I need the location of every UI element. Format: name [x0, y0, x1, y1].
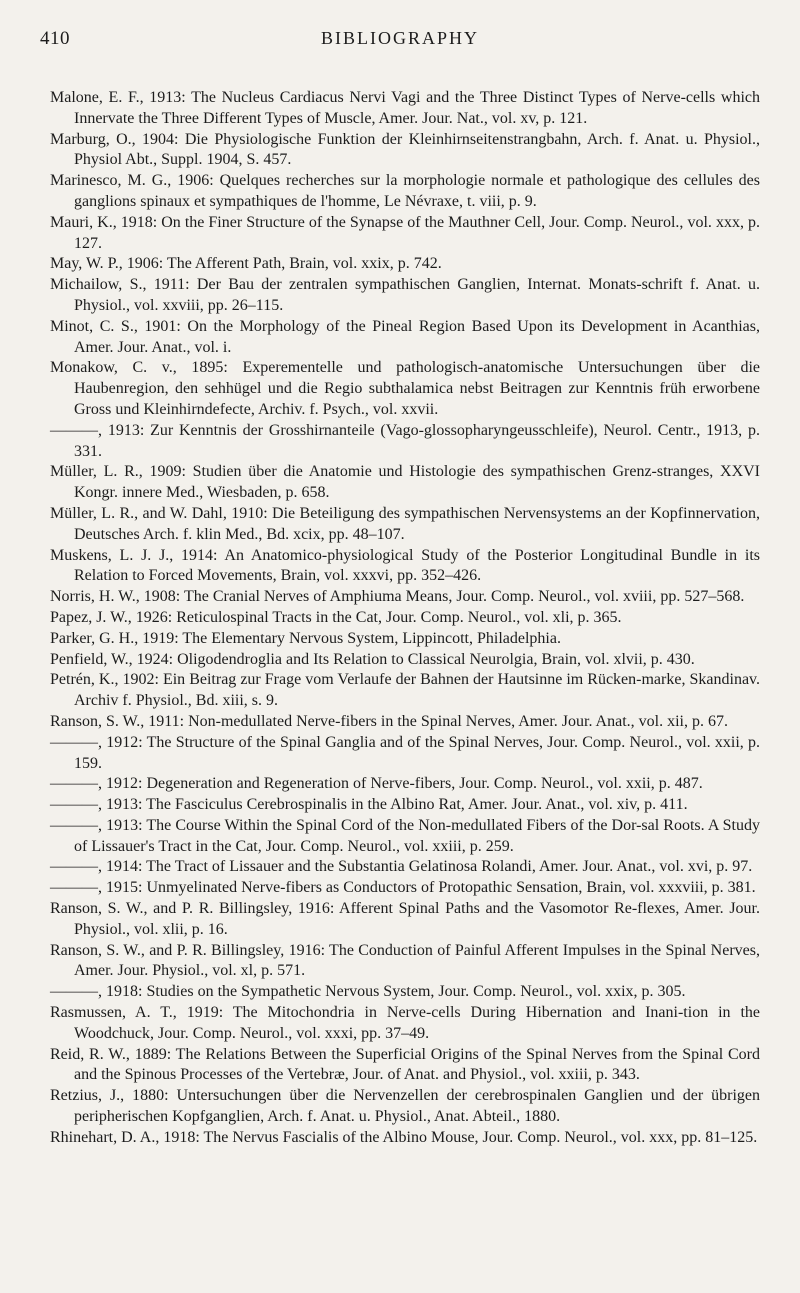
bibliography-entry: ———, 1913: Zur Kenntnis der Grosshirnanteile (Vago-glossopharyngeusschleife), Neurol. Centr., 1913, p. 331.	[50, 421, 760, 460]
bibliography-entry: Papez, J. W., 1926: Reticulospinal Tracts in the Cat, Jour. Comp. Neurol., vol. xli, p. 365.	[50, 608, 622, 626]
bibliography-entry: Norris, H. W., 1908: The Cranial Nerves of Amphiuma Means, Jour. Comp. Neurol., vol. xviii, pp. 527–568.	[50, 588, 745, 606]
bibliography-entry: Ranson, S. W., and P. R. Billingsley, 1916: Afferent Spinal Paths and the Vasomotor Re-flexes, Amer. Jour. Physiol., vol. xlii, p. 16.	[50, 900, 760, 938]
bibliography-entry: Müller, L. R., and W. Dahl, 1910: Die Beteiligung des sympathischen Nervensystems an der Kopfinnervation, Deutsches Arch. f. klin Med., Bd. xcix, pp. 48–107.	[50, 504, 760, 543]
bibliography-entry: ———, 1914: The Tract of Lissauer and the Substantia Gelatinosa Rolandi, Amer. Jour. Anat., vol. xvi, p. 97.	[50, 858, 753, 876]
bibliography-entry: Rasmussen, A. T., 1919: The Mitochondria in Nerve-cells During Hibernation and Inani-tion in the Woodchuck, Jour. Comp. Neurol., vol. xxxi, pp. 37–49.	[50, 1004, 760, 1042]
bibliography-list	[50, 88, 760, 1149]
bibliography-entry: ———, 1913: The Fasciculus Cerebrospinalis in the Albino Rat, Amer. Jour. Anat., vol. xiv, p. 411.	[50, 796, 688, 814]
bibliography-entry: Reid, R. W., 1889: The Relations Between the Superficial Origins of the Spinal Nerves from the Spinal Cord and the Spinous Processes of the Vertebræ, Jour. of Anat. and Physiol., vol. xxiii, p. 343.	[50, 1045, 760, 1084]
bibliography-entry: Rhinehart, D. A., 1918: The Nervus Fascialis of the Albino Mouse, Jour. Comp. Neurol., vol. xxx, pp. 81–125.	[50, 1128, 758, 1146]
bibliography-entry: Penfield, W., 1924: Oligodendroglia and Its Relation to Classical Neurolgia, Brain, vol. xlvii, p. 430.	[50, 650, 695, 668]
bibliography-entry: Petrén, K., 1902: Ein Beitrag zur Frage vom Verlaufe der Bahnen der Hautsinne im Rücken-marke, Skandinav. Archiv f. Physiol., Bd. xiii, s. 9.	[50, 671, 760, 710]
bibliography-entry: ———, 1918: Studies on the Sympathetic Nervous System, Jour. Comp. Neurol., vol. xxix, p. 305.	[50, 983, 686, 1001]
bibliography-entry: Mauri, K., 1918: On the Finer Structure of the Synapse of the Mauthner Cell, Jour. Comp. Neurol., vol. xxx, p. 127.	[50, 213, 760, 252]
bibliography-entry: Muskens, L. J. J., 1914: An Anatomico-physiological Study of the Posterior Longitudinal Bundle in its Relation to Forced Movements, Brain, vol. xxxvi, pp. 352–426.	[50, 546, 760, 585]
bibliography-entry: Monakow, C. v., 1895: Experementelle und pathologisch-anatomische Untersuchungen über die Haubenregion, den sehhügel und die Regio subthalamica nebst Beitragen zur Kenntnis früh erworbene Gross und Kleinhirndefecte, Archiv. f. Psych., vol. xxvii.	[50, 359, 760, 418]
bibliography-entry: May, W. P., 1906: The Afferent Path, Brain, vol. xxix, p. 742.	[50, 255, 442, 273]
bibliography-entry: ———, 1913: The Course Within the Spinal Cord of the Non-medullated Fibers of the Dor-sal Roots. A Study of Lissauer's Tract in the Cat, Jour. Comp. Neurol., vol. xxiii, p. 259.	[50, 816, 760, 855]
bibliography-entry: Marburg, O., 1904: Die Physiologische Funktion der Kleinhirnseitenstrangbahn, Arch. f. Anat. u. Physiol., Physiol Abt., Suppl. 1904, S. 457.	[50, 130, 760, 169]
running-head: BIBLIOGRAPHY	[320, 28, 479, 48]
bibliography-entry: Müller, L. R., 1909: Studien über die Anatomie und Histologie des sympathischen Grenz-stranges, XXVI Kongr. innere Med., Wiesbaden, p. 658.	[50, 463, 760, 502]
bibliography-entry: ———, 1912: The Structure of the Spinal Ganglia and of the Spinal Nerves, Jour. Comp. Neurol., vol. xxii, p. 159.	[50, 733, 760, 772]
bibliography-entry: Retzius, J., 1880: Untersuchungen über die Nervenzellen der cerebrospinalen Ganglien und der übrigen peripherischen Kopfganglien, Arch. f. Anat. u. Physiol., Anat. Abteil., 1880.	[50, 1087, 760, 1126]
bibliography-entry: Parker, G. H., 1919: The Elementary Nervous System, Lippincott, Philadelphia.	[50, 629, 561, 647]
bibliography-entry: ———, 1915: Unmyelinated Nerve-fibers as Conductors of Protopathic Sensation, Brain, vol. xxxviii, p. 381.	[50, 879, 756, 897]
page-number: 410	[40, 28, 70, 49]
bibliography-entry: Minot, C. S., 1901: On the Morphology of the Pineal Region Based Upon its Development in Acanthias, Amer. Jour. Anat., vol. i.	[50, 317, 760, 356]
bibliography-entry: Ranson, S. W., and P. R. Billingsley, 1916: The Conduction of Painful Afferent Impulses in the Spinal Nerves, Amer. Jour. Physiol., vol. xl, p. 571.	[50, 941, 760, 980]
bibliography-entry: Michailow, S., 1911: Der Bau der zentralen sympathischen Ganglien, Internat. Monats-schrift f. Anat. u. Physiol., vol. xxviii, pp. 26–115.	[50, 276, 760, 314]
bibliography-entry: Ranson, S. W., 1911: Non-medullated Nerve-fibers in the Spinal Nerves, Amer. Jour. Anat., vol. xii, p. 67.	[50, 712, 728, 730]
page-header	[40, 28, 760, 58]
bibliography-entry: ———, 1912: Degeneration and Regeneration of Nerve-fibers, Jour. Comp. Neurol., vol. xxii, p. 487.	[50, 775, 703, 793]
bibliography-entry: Marinesco, M. G., 1906: Quelques recherches sur la morphologie normale et pathologique des cellules des ganglions spinaux et sympathiques de l'homme, Le Névraxe, t. viii, p. 9.	[50, 172, 760, 210]
bibliography-entry: Malone, E. F., 1913: The Nucleus Cardiacus Nervi Vagi and the Three Distinct Types of Nerve-cells which Innervate the Three Different Types of Muscle, Amer. Jour. Nat., vol. xv, p. 121.	[50, 89, 760, 127]
